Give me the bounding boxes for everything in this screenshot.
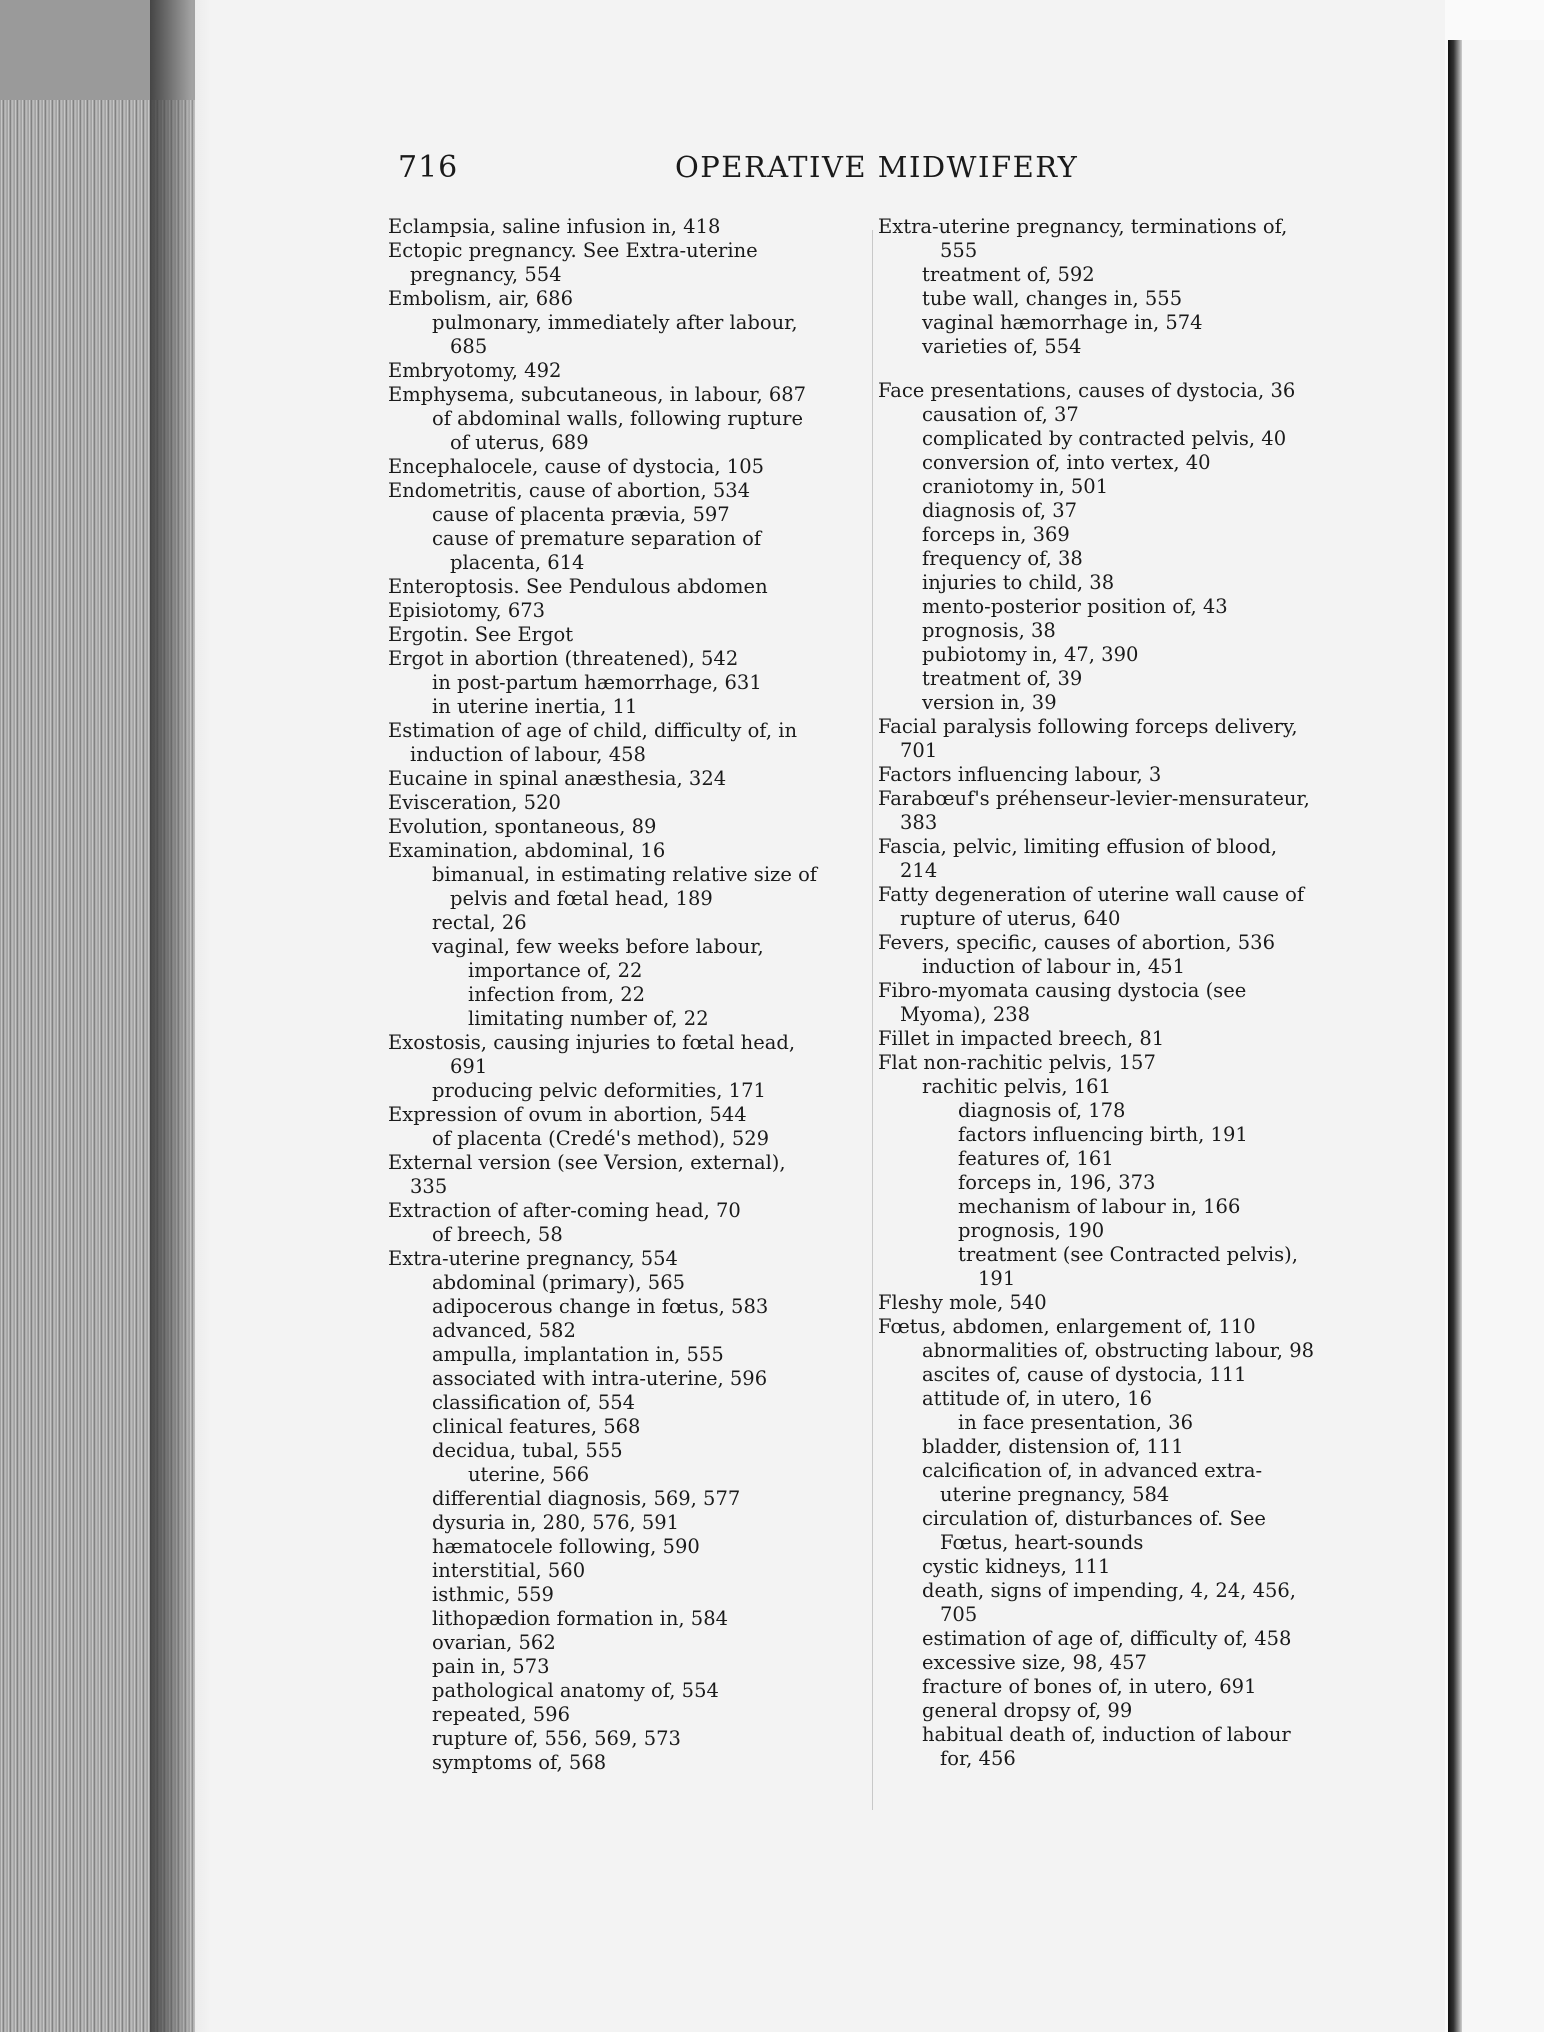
index-entry: fracture of bones of, in utero, 691 <box>922 1675 1257 1698</box>
index-entry: calcification of, in advanced extra- <box>922 1459 1263 1482</box>
index-entry: 214 <box>900 859 938 882</box>
index-entry: abnormalities of, obstructing labour, 98 <box>922 1339 1315 1362</box>
index-entry: vaginal hæmorrhage in, 574 <box>922 311 1203 334</box>
index-entry: habitual death of, induction of labour <box>922 1723 1291 1746</box>
index-entry: Fleshy mole, 540 <box>878 1291 1047 1314</box>
index-entry: associated with intra-uterine, 596 <box>432 1367 768 1390</box>
index-entry: cause of placenta prævia, 597 <box>432 503 730 526</box>
index-entry: Examination, abdominal, 16 <box>388 839 666 862</box>
index-entry: decidua, tubal, 555 <box>432 1439 623 1462</box>
index-entry: mechanism of labour in, 166 <box>958 1195 1241 1218</box>
index-entry: in uterine inertia, 11 <box>432 695 638 718</box>
index-entry: cause of premature separation of <box>432 527 762 550</box>
index-entry: death, signs of impending, 4, 24, 456, <box>922 1579 1296 1602</box>
index-entry: 191 <box>978 1267 1016 1290</box>
index-entry: forceps in, 196, 373 <box>958 1171 1156 1194</box>
index-entry: ovarian, 562 <box>432 1631 556 1654</box>
index-entry: Embryotomy, 492 <box>388 359 562 382</box>
index-entry: prognosis, 190 <box>958 1219 1105 1242</box>
index-entry: uterine, 566 <box>468 1463 590 1486</box>
index-entry: mento-posterior position of, 43 <box>922 595 1228 618</box>
index-entry: pregnancy, 554 <box>410 263 562 286</box>
index-entry: treatment of, 592 <box>922 263 1095 286</box>
index-entry: features of, 161 <box>958 1147 1114 1170</box>
index-entry: 555 <box>940 239 978 262</box>
index-entry: Eucaine in spinal anæsthesia, 324 <box>388 767 727 790</box>
index-entry: ampulla, implantation in, 555 <box>432 1343 724 1366</box>
index-entry: Expression of ovum in abortion, 544 <box>388 1103 747 1126</box>
index-entry: pubiotomy in, 47, 390 <box>922 643 1139 666</box>
index-entry: differential diagnosis, 569, 577 <box>432 1487 741 1510</box>
index-entry: pulmonary, immediately after labour, <box>432 311 798 334</box>
index-entry: ascites of, cause of dystocia, 111 <box>922 1363 1247 1386</box>
index-entry: Exostosis, causing injuries to fœtal head, <box>388 1031 796 1054</box>
index-entry: injuries to child, 38 <box>922 571 1115 594</box>
index-entry: circulation of, disturbances of. See <box>922 1507 1266 1530</box>
index-entry: placenta, 614 <box>450 551 585 574</box>
index-entry: Fatty degeneration of uterine wall cause of <box>878 883 1305 906</box>
index-entry: Emphysema, subcutaneous, in labour, 687 <box>388 383 807 406</box>
index-entry: pathological anatomy of, 554 <box>432 1679 719 1702</box>
entry-gap <box>878 359 1348 379</box>
index-entry: interstitial, 560 <box>432 1559 586 1582</box>
index-entry: classification of, 554 <box>432 1391 636 1414</box>
index-entry: 335 <box>410 1175 448 1198</box>
index-entry: Eclampsia, saline infusion in, 418 <box>388 215 721 238</box>
index-entry: induction of labour, 458 <box>410 743 646 766</box>
index-entry: Flat non-rachitic pelvis, 157 <box>878 1051 1156 1074</box>
index-entry: conversion of, into vertex, 40 <box>922 451 1211 474</box>
index-entry: induction of labour in, 451 <box>922 955 1186 978</box>
index-entry: frequency of, 38 <box>922 547 1083 570</box>
index-entry: Estimation of age of child, difficulty of, in <box>388 719 798 742</box>
index-entry: rupture of uterus, 640 <box>900 907 1121 930</box>
index-entry: Endometritis, cause of abortion, 534 <box>388 479 751 502</box>
index-entry: complicated by contracted pelvis, 40 <box>922 427 1287 450</box>
index-entry: Fœtus, heart-sounds <box>940 1531 1144 1554</box>
index-entry: dysuria in, 280, 576, 591 <box>432 1511 680 1534</box>
index-entry: 383 <box>900 811 938 834</box>
index-entry: prognosis, 38 <box>922 619 1056 642</box>
index-entry: of breech, 58 <box>432 1223 563 1246</box>
index-entry: causation of, 37 <box>922 403 1079 426</box>
index-entry: isthmic, 559 <box>432 1583 554 1606</box>
index-entry: in post-partum hæmorrhage, 631 <box>432 671 762 694</box>
index-entry: of abdominal walls, following rupture <box>432 407 803 430</box>
index-entry: bladder, distension of, 111 <box>922 1435 1184 1458</box>
index-entry: pelvis and fœtal head, 189 <box>450 887 713 910</box>
index-entry: varieties of, 554 <box>922 335 1082 358</box>
index-entry: Encephalocele, cause of dystocia, 105 <box>388 455 765 478</box>
index-entry: Extra-uterine pregnancy, terminations of, <box>878 215 1288 238</box>
index-entry: Evisceration, 520 <box>388 791 561 814</box>
index-column-right <box>878 215 1348 1771</box>
index-entry: lithopædion formation in, 584 <box>432 1607 729 1630</box>
index-entry: Myoma), 238 <box>900 1003 1031 1026</box>
index-entry: of placenta (Credé's method), 529 <box>432 1127 770 1150</box>
index-entry: symptoms of, 568 <box>432 1751 607 1774</box>
index-entry: Episiotomy, 673 <box>388 599 546 622</box>
index-entry: Evolution, spontaneous, 89 <box>388 815 657 838</box>
index-entry: limitating number of, 22 <box>468 1007 709 1030</box>
index-entry: bimanual, in estimating relative size of <box>432 863 818 886</box>
index-entry: 691 <box>450 1055 488 1078</box>
index-entry: clinical features, 568 <box>432 1415 641 1438</box>
index-entry: Enteroptosis. See Pendulous abdomen <box>388 575 768 598</box>
index-entry: Embolism, air, 686 <box>388 287 573 310</box>
index-entry: in face presentation, 36 <box>958 1411 1193 1434</box>
index-entry: diagnosis of, 37 <box>922 499 1078 522</box>
index-entry: cystic kidneys, 111 <box>922 1555 1111 1578</box>
index-entry: producing pelvic deformities, 171 <box>432 1079 766 1102</box>
index-entry: Extraction of after-coming head, 70 <box>388 1199 741 1222</box>
index-entry: Ergot in abortion (threatened), 542 <box>388 647 739 670</box>
index-entry: adipocerous change in fœtus, 583 <box>432 1295 769 1318</box>
index-entry: Face presentations, causes of dystocia, 36 <box>878 379 1296 402</box>
index-entry: infection from, 22 <box>468 983 646 1006</box>
index-entry: Extra-uterine pregnancy, 554 <box>388 1247 678 1270</box>
index-entry: Fillet in impacted breech, 81 <box>878 1027 1165 1050</box>
index-entry: 705 <box>940 1603 978 1626</box>
index-entry: diagnosis of, 178 <box>958 1099 1126 1122</box>
index-entry: for, 456 <box>940 1747 1016 1770</box>
index-entry: rupture of, 556, 569, 573 <box>432 1727 681 1750</box>
index-entry: Fevers, specific, causes of abortion, 536 <box>878 931 1275 954</box>
index-entry: general dropsy of, 99 <box>922 1699 1133 1722</box>
index-entry: of uterus, 689 <box>450 431 589 454</box>
index-entry: attitude of, in utero, 16 <box>922 1387 1153 1410</box>
index-entry: craniotomy in, 501 <box>922 475 1109 498</box>
index-entry: hæmatocele following, 590 <box>432 1535 700 1558</box>
index-entry: Farabœuf's préhenseur-levier-mensurateur, <box>878 787 1310 810</box>
index-entry: advanced, 582 <box>432 1319 576 1342</box>
index-entry: treatment of, 39 <box>922 667 1083 690</box>
index-entry: uterine pregnancy, 584 <box>940 1483 1170 1506</box>
index-entry: importance of, 22 <box>468 959 643 982</box>
page-gutter-shadow <box>150 0 210 2032</box>
spine-gutter <box>1448 40 1462 2032</box>
index-entry: version in, 39 <box>922 691 1057 714</box>
column-divider <box>872 230 873 1810</box>
index-entry: Fœtus, abdomen, enlargement of, 110 <box>878 1315 1256 1338</box>
index-entry: Fascia, pelvic, limiting effusion of blood, <box>878 835 1278 858</box>
index-column-left <box>388 215 858 1775</box>
index-entry: abdominal (primary), 565 <box>432 1271 686 1294</box>
index-entry: estimation of age of, difficulty of, 458 <box>922 1627 1292 1650</box>
index-entry: tube wall, changes in, 555 <box>922 287 1183 310</box>
index-entry: excessive size, 98, 457 <box>922 1651 1147 1674</box>
index-entry: forceps in, 369 <box>922 523 1070 546</box>
index-entry: Ectopic pregnancy. See Extra-uterine <box>388 239 758 262</box>
index-entry: rectal, 26 <box>432 911 527 934</box>
running-head: OPERATIVE MIDWIFERY <box>675 150 1079 184</box>
index-entry: factors influencing birth, 191 <box>958 1123 1248 1146</box>
facing-page-edge <box>1462 40 1544 2032</box>
index-entry: rachitic pelvis, 161 <box>922 1075 1111 1098</box>
index-entry: repeated, 596 <box>432 1703 570 1726</box>
page-number: 716 <box>398 150 459 185</box>
index-entry: Facial paralysis following forceps delivery, <box>878 715 1298 738</box>
index-entry: vaginal, few weeks before labour, <box>432 935 764 958</box>
index-entry: Fibro-myomata causing dystocia (see <box>878 979 1247 1002</box>
index-entry: 685 <box>450 335 488 358</box>
index-entry: 701 <box>900 739 938 762</box>
index-entry: Ergotin. See Ergot <box>388 623 574 646</box>
index-entry: External version (see Version, external), <box>388 1151 786 1174</box>
index-entry: pain in, 573 <box>432 1655 550 1678</box>
index-entry: Factors influencing labour, 3 <box>878 763 1162 786</box>
index-entry: treatment (see Contracted pelvis), <box>958 1243 1298 1266</box>
